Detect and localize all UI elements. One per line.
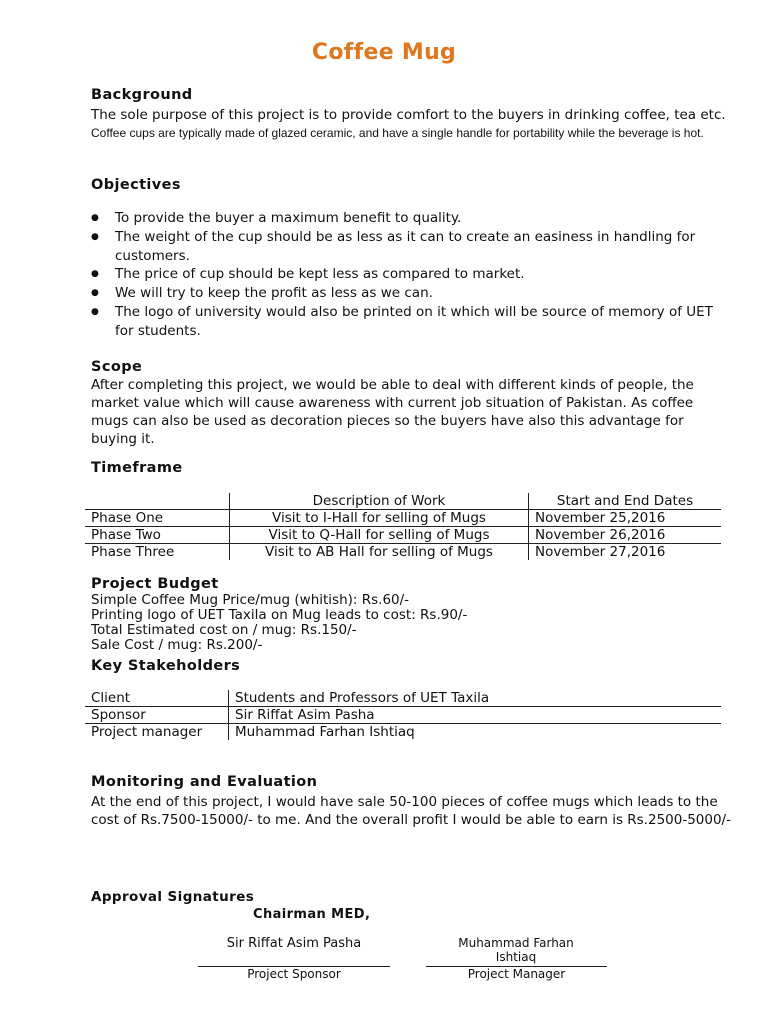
background-text-main: The sole purpose of this project is to provide comfort to the buyers in drinking coffee, tea etc.	[91, 107, 726, 123]
budget-line: Printing logo of UET Taxila on Mug leads to cost: Rs.90/-	[91, 607, 468, 623]
objectives-heading: Objectives	[91, 177, 181, 193]
monitoring-heading: Monitoring and Evaluation	[91, 774, 318, 790]
objectives-list	[91, 209, 731, 341]
budget-line: Sale Cost / mug: Rs.200/-	[91, 637, 263, 653]
table-cell: November 25,2016	[529, 510, 722, 527]
table-cell: Visit to AB Hall for selling of Mugs	[230, 544, 529, 561]
background-paragraph	[91, 106, 731, 142]
table-header-cell	[85, 493, 230, 510]
list-item: ● The weight of the cup should be as less as it can to create an easiness in handling for customers.	[91, 228, 731, 266]
manager-signature-name: Muhammad Farhan Ishtiaq	[458, 936, 574, 964]
budget-heading: Project Budget	[91, 576, 219, 592]
list-item: ● The price of cup should be kept less as compared to market.	[91, 265, 731, 284]
stakeholders-heading: Key Stakeholders	[91, 658, 241, 674]
scope-heading: Scope	[91, 359, 143, 375]
table-row	[85, 544, 721, 561]
background-text-small: Coffee cups are typically made of glazed ceramic, and have a single handle for portability while the beverage is hot.	[91, 126, 704, 140]
monitoring-paragraph: At the end of this project, I would have sale 50-100 pieces of coffee mugs which leads to the cost of Rs.7500-15000/- to me. And the overall profit I would be able to earn is Rs.2500-5000/-	[91, 794, 731, 828]
table-cell: Phase Two	[85, 527, 230, 544]
table-cell: Client	[85, 690, 229, 707]
timeframe-table	[85, 493, 721, 560]
table-cell: Phase One	[85, 510, 230, 527]
sponsor-signature-name: Sir Riffat Asim Pasha	[226, 936, 362, 951]
table-cell: Students and Professors of UET Taxila	[229, 690, 722, 707]
table-row	[85, 527, 721, 544]
table-header-cell: Description of Work	[230, 493, 529, 510]
table-cell: Phase Three	[91, 544, 175, 560]
list-item: ● To provide the buyer a maximum benefit to quality.	[91, 209, 731, 228]
stakeholders-table	[85, 690, 721, 740]
table-header-cell: Start and End Dates	[529, 493, 722, 510]
table-cell: November 26,2016	[529, 527, 722, 544]
table-cell: Visit to Q-Hall for selling of Mugs	[230, 527, 529, 544]
budget-line: Simple Coffee Mug Price/mug (whitish): Rs.60/-	[91, 592, 410, 608]
table-cell: November 27,2016	[529, 544, 722, 561]
background-heading: Background	[91, 87, 193, 103]
table-row	[85, 690, 721, 707]
table-cell: Visit to I-Hall for selling of Mugs	[230, 510, 529, 527]
timeframe-heading: Timeframe	[91, 460, 183, 476]
table-cell: Sponsor	[85, 707, 229, 724]
table-cell: Sir Riffat Asim Pasha	[229, 707, 722, 724]
approval-heading: Approval Signatures	[91, 889, 255, 905]
list-item: ● We will try to keep the profit as less as we can.	[91, 284, 731, 303]
budget-lines	[91, 593, 731, 653]
document-title: Coffee Mug	[311, 40, 457, 65]
chairman-label: Chairman MED,	[253, 907, 371, 922]
table-header-row	[85, 493, 721, 510]
manager-caption: Project Manager	[467, 967, 566, 981]
table-cell: Project manager	[91, 724, 203, 740]
table-row	[85, 510, 721, 527]
table-cell: Muhammad Farhan Ishtiaq	[229, 724, 722, 741]
budget-line: Total Estimated cost on / mug: Rs.150/-	[91, 622, 357, 638]
table-row	[85, 724, 721, 741]
sponsor-caption: Project Sponsor	[247, 967, 341, 981]
scope-paragraph: After completing this project, we would be able to deal with different kinds of people, the market value which will cause awareness with current job situation of Pakistan. As coffee mugs can also be used as decoration pieces so the buyers have also this advantage for buying it.	[91, 377, 694, 447]
list-item: ● The logo of university would also be printed on it which will be source of memory of UET for students.	[91, 303, 731, 341]
table-row	[85, 707, 721, 724]
